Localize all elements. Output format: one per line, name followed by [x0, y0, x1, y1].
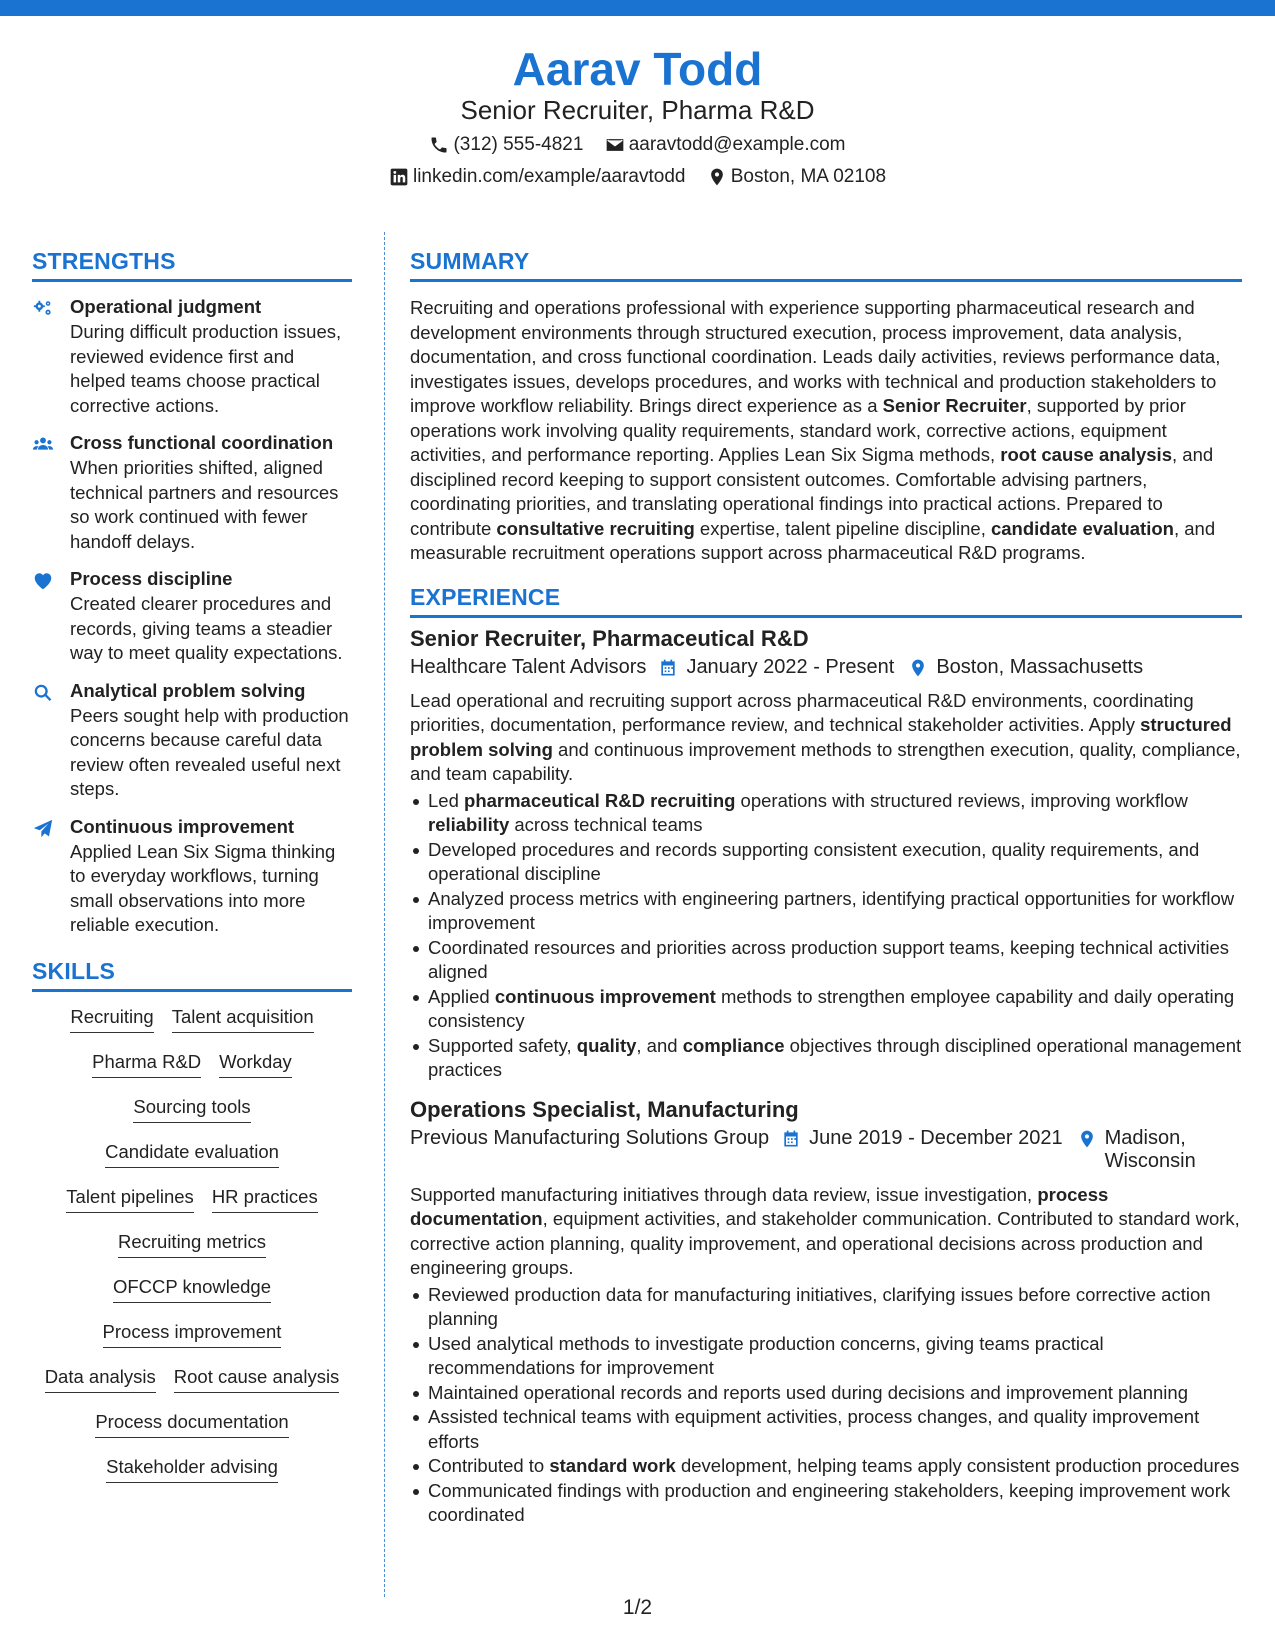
- text-run: development, helping teams apply consistent production procedures: [675, 1455, 1240, 1476]
- strength-desc: Applied Lean Six Sigma thinking to everyday workflows, turning small observations into more reliable execution.: [70, 840, 336, 935]
- search-icon: [32, 682, 54, 704]
- linkedin-text: linkedin.com/example/aaravtodd: [412, 166, 686, 187]
- text-run: Assisted technical teams with equipment activities, process changes, and quality improvement efforts: [428, 1406, 1200, 1452]
- skill-tag: Stakeholder advising: [106, 1456, 278, 1483]
- job-meta: [410, 656, 1242, 679]
- text-run: across technical teams: [509, 814, 703, 835]
- skill-tag: OFCCP knowledge: [113, 1276, 271, 1303]
- bullet-item: [410, 1405, 1242, 1454]
- text-run: expertise, talent pipeline discipline,: [694, 517, 991, 539]
- text-run: , supported by prior operations work involving quality requirements, standard work, corrective actions, equipment activities, and performance reporting. Applies Lean Six Sigma methods,: [410, 395, 1186, 465]
- bullet-item: [410, 838, 1242, 887]
- job-bullets: [410, 789, 1242, 1083]
- skill-tag: HR practices: [212, 1186, 318, 1213]
- job-title: Senior Recruiter, Pharmaceutical R&D: [410, 625, 809, 651]
- text-run: Recruiting and operations professional with experience supporting pharmaceutical research and development environments through structured execution, process improvement, data analysis, documentation, and cross functional coordination. Leads daily activities, reviews performance data, investigates issues, develops procedures, and works with technical and production stakeholders to improve workflow reliability. Brings direct experience as a: [410, 297, 1221, 416]
- text-run: Lead operational and recruiting support across pharmaceutical R&D environments, coordinating priorities, documentation, performance review, and technical stakeholder activities. Apply: [410, 689, 1194, 735]
- strength-item: [32, 296, 352, 418]
- contact-row-1: [0, 134, 1275, 161]
- skill-tag: Pharma R&D: [92, 1051, 201, 1078]
- skill-tag: Talent pipelines: [66, 1186, 194, 1213]
- strength-item: [32, 568, 352, 666]
- skill-tag: Candidate evaluation: [105, 1141, 279, 1168]
- text-run: , and: [636, 1034, 683, 1056]
- bold-text: standard work: [549, 1455, 676, 1476]
- job-dates: [658, 656, 894, 679]
- phone-icon: [429, 135, 449, 155]
- job-company: Previous Manufacturing Solutions Group: [410, 1126, 770, 1149]
- calendar-icon: [658, 658, 678, 678]
- strength-title: Continuous improvement: [70, 815, 295, 837]
- bold-text: consultative recruiting: [496, 517, 695, 539]
- bullet-item: [410, 1332, 1242, 1381]
- skill-row: [32, 1276, 352, 1321]
- bold-text: candidate evaluation: [990, 517, 1174, 539]
- calendar-icon: [781, 1129, 801, 1149]
- bullet-item: [410, 1479, 1242, 1528]
- strength-desc: When priorities shifted, aligned technical partners and resources so work continued with fewer handoff delays.: [70, 457, 339, 552]
- text-run: Analyzed process metrics with engineering partners, identifying practical opportunities for workflow improvement: [428, 887, 1235, 933]
- skill-row: [32, 1411, 352, 1456]
- skill-tag: Recruiting: [70, 1006, 153, 1033]
- column-divider: [384, 232, 385, 1597]
- text-run: Coordinated resources and priorities across production support teams, keeping technical activities aligned: [428, 936, 1230, 982]
- text-run: , and disciplined record keeping to support consistent outcomes. Comfortable advising partners, coordinating priorities, and translating operational findings into practical actions. Prepared to contribute: [410, 444, 1214, 539]
- location-text: Boston, MA 02108: [730, 166, 887, 187]
- bullet-item: [410, 1454, 1242, 1479]
- bold-text: Senior Recruiter: [882, 395, 1027, 416]
- linkedin-icon: [389, 167, 409, 187]
- bullet-item: [410, 936, 1242, 985]
- strength-item: [32, 680, 352, 802]
- text-run: Developed procedures and records supporting consistent execution, quality requirements, and operational discipline: [428, 838, 1200, 884]
- candidate-name: Aarav Todd: [512, 43, 763, 95]
- skills-heading: SKILLS: [32, 958, 352, 992]
- envelope-icon: [605, 135, 625, 155]
- linkedin-item[interactable]: [389, 166, 686, 188]
- bullet-item: [410, 985, 1242, 1034]
- skill-row: [32, 1186, 352, 1231]
- phone-text: (312) 555-4821: [453, 134, 584, 155]
- contact-row-2: [0, 166, 1275, 193]
- text-run: Reviewed production data for manufacturing initiatives, clarifying issues before corrective action planning: [428, 1283, 1211, 1329]
- bold-text: continuous improvement: [494, 985, 716, 1007]
- text-run: Contributed to: [428, 1455, 550, 1476]
- job-dates-text: January 2022 - Present: [686, 655, 895, 678]
- bold-text: root cause analysis: [1000, 444, 1172, 465]
- strength-item: [32, 432, 352, 554]
- text-run: and continuous improvement methods to strengthen execution, quality, compliance, and team capability.: [410, 738, 1241, 784]
- bullet-item: [410, 789, 1242, 838]
- gears-icon: [32, 298, 54, 320]
- bold-text: process documentation: [410, 1183, 1109, 1229]
- map-pin-icon: [707, 167, 727, 187]
- bullet-item: [410, 887, 1242, 936]
- right-column: [410, 248, 1242, 1528]
- top-accent-bar: [0, 0, 1275, 16]
- job-location: [1077, 1127, 1207, 1173]
- job-description: [410, 1183, 1242, 1281]
- candidate-title: Senior Recruiter, Pharma R&D: [460, 95, 815, 125]
- strength-item: [32, 816, 352, 938]
- text-run: methods to strengthen employee capability and daily operating consistency: [428, 985, 1235, 1031]
- strength-title: Cross functional coordination: [70, 432, 334, 453]
- job-location-text: Boston, Massachusetts: [936, 655, 1144, 678]
- text-run: objectives through disciplined operational management practices: [428, 1034, 1242, 1080]
- text-run: , and measurable recruitment operations support across pharmaceutical R&D programs.: [410, 517, 1216, 563]
- text-run: Used analytical methods to investigate production concerns, giving teams practical recommendations for improvement: [428, 1332, 1104, 1378]
- job-entry: [410, 1097, 1242, 1528]
- skill-row: [32, 1006, 352, 1051]
- job-company: Healthcare Talent Advisors: [410, 655, 647, 678]
- experience-heading: EXPERIENCE: [410, 584, 1242, 618]
- bold-text: compliance: [682, 1034, 785, 1056]
- phone-item[interactable]: [429, 134, 583, 156]
- skill-tag: Workday: [219, 1051, 292, 1078]
- skill-row: [32, 1051, 352, 1096]
- job-title: Operations Specialist, Manufacturing: [410, 1096, 799, 1122]
- page-number: 1/2: [622, 1596, 653, 1619]
- map-pin-icon: [1077, 1129, 1097, 1149]
- text-run: Supported safety,: [428, 1034, 577, 1056]
- skill-row: [32, 1456, 352, 1501]
- summary-text: [410, 296, 1242, 566]
- skill-tag: Recruiting metrics: [118, 1231, 266, 1258]
- email-text: aaravtodd@example.com: [628, 134, 846, 155]
- job-location-text: Madison, Wisconsin: [1104, 1126, 1196, 1172]
- skill-row: [32, 1231, 352, 1276]
- text-run: , equipment activities, and stakeholder communication. Contributed to standard work, corrective action planning, quality improvement, and operational decisions across production and engineering groups.: [410, 1208, 1240, 1278]
- text-run: Led: [428, 789, 465, 811]
- skill-row: [32, 1366, 352, 1411]
- job-location: [908, 656, 1143, 679]
- strength-desc: Created clearer procedures and records, giving teams a steadier way to meet quality expectations.: [70, 593, 343, 663]
- strength-desc: During difficult production issues, reviewed evidence first and helped teams choose practical corrective actions.: [70, 321, 342, 416]
- bold-text: quality: [576, 1034, 637, 1056]
- strength-title: Process discipline: [70, 568, 233, 589]
- bullet-item: [410, 1034, 1242, 1083]
- job-entry: [410, 626, 1242, 1083]
- text-run: Applied: [428, 985, 495, 1007]
- paper-plane-icon: [32, 818, 54, 840]
- map-pin-icon: [908, 658, 928, 678]
- strength-desc: Peers sought help with production concerns because careful data review often revealed useful next steps.: [70, 704, 349, 799]
- bold-text: structured problem solving: [410, 714, 1232, 760]
- skill-tag: Data analysis: [45, 1366, 156, 1393]
- text-run: Maintained operational records and reports used during decisions and improvement planning: [428, 1381, 1188, 1403]
- skill-row: [32, 1096, 352, 1141]
- strengths-list: [32, 296, 352, 938]
- text-run: Supported manufacturing initiatives through data review, issue investigation,: [410, 1183, 1038, 1205]
- email-item[interactable]: [605, 134, 846, 156]
- left-column: [32, 248, 352, 1501]
- strength-title: Analytical problem solving: [70, 679, 306, 701]
- text-run: Communicated findings with production and engineering stakeholders, keeping improvement work coordinated: [428, 1479, 1231, 1525]
- bold-text: reliability: [428, 814, 510, 835]
- bold-text: pharmaceutical R&D recruiting: [464, 789, 736, 811]
- skill-tag: Root cause analysis: [174, 1366, 340, 1393]
- text-run: operations with structured reviews, improving workflow: [735, 789, 1188, 811]
- job-description: [410, 689, 1242, 787]
- skill-tag: Process improvement: [103, 1321, 282, 1348]
- experience-list: [410, 626, 1242, 1528]
- heart-icon: [32, 570, 54, 592]
- strengths-heading: STRENGTHS: [32, 248, 352, 282]
- skill-tag: Process documentation: [95, 1411, 288, 1438]
- strength-title: Operational judgment: [70, 296, 262, 317]
- bullet-item: [410, 1381, 1242, 1406]
- skill-row: [32, 1321, 352, 1366]
- job-dates: [781, 1127, 1063, 1150]
- summary-heading: SUMMARY: [410, 248, 1242, 282]
- skill-tag: Sourcing tools: [133, 1096, 250, 1123]
- skill-row: [32, 1141, 352, 1186]
- skill-tag: Talent acquisition: [172, 1006, 314, 1033]
- bullet-item: [410, 1283, 1242, 1332]
- job-dates-text: June 2019 - December 2021: [809, 1126, 1063, 1149]
- job-meta: [410, 1127, 1242, 1173]
- skills-list: [32, 1006, 352, 1501]
- users-icon: [32, 434, 54, 456]
- location-item: [707, 166, 886, 188]
- job-bullets: [410, 1283, 1242, 1528]
